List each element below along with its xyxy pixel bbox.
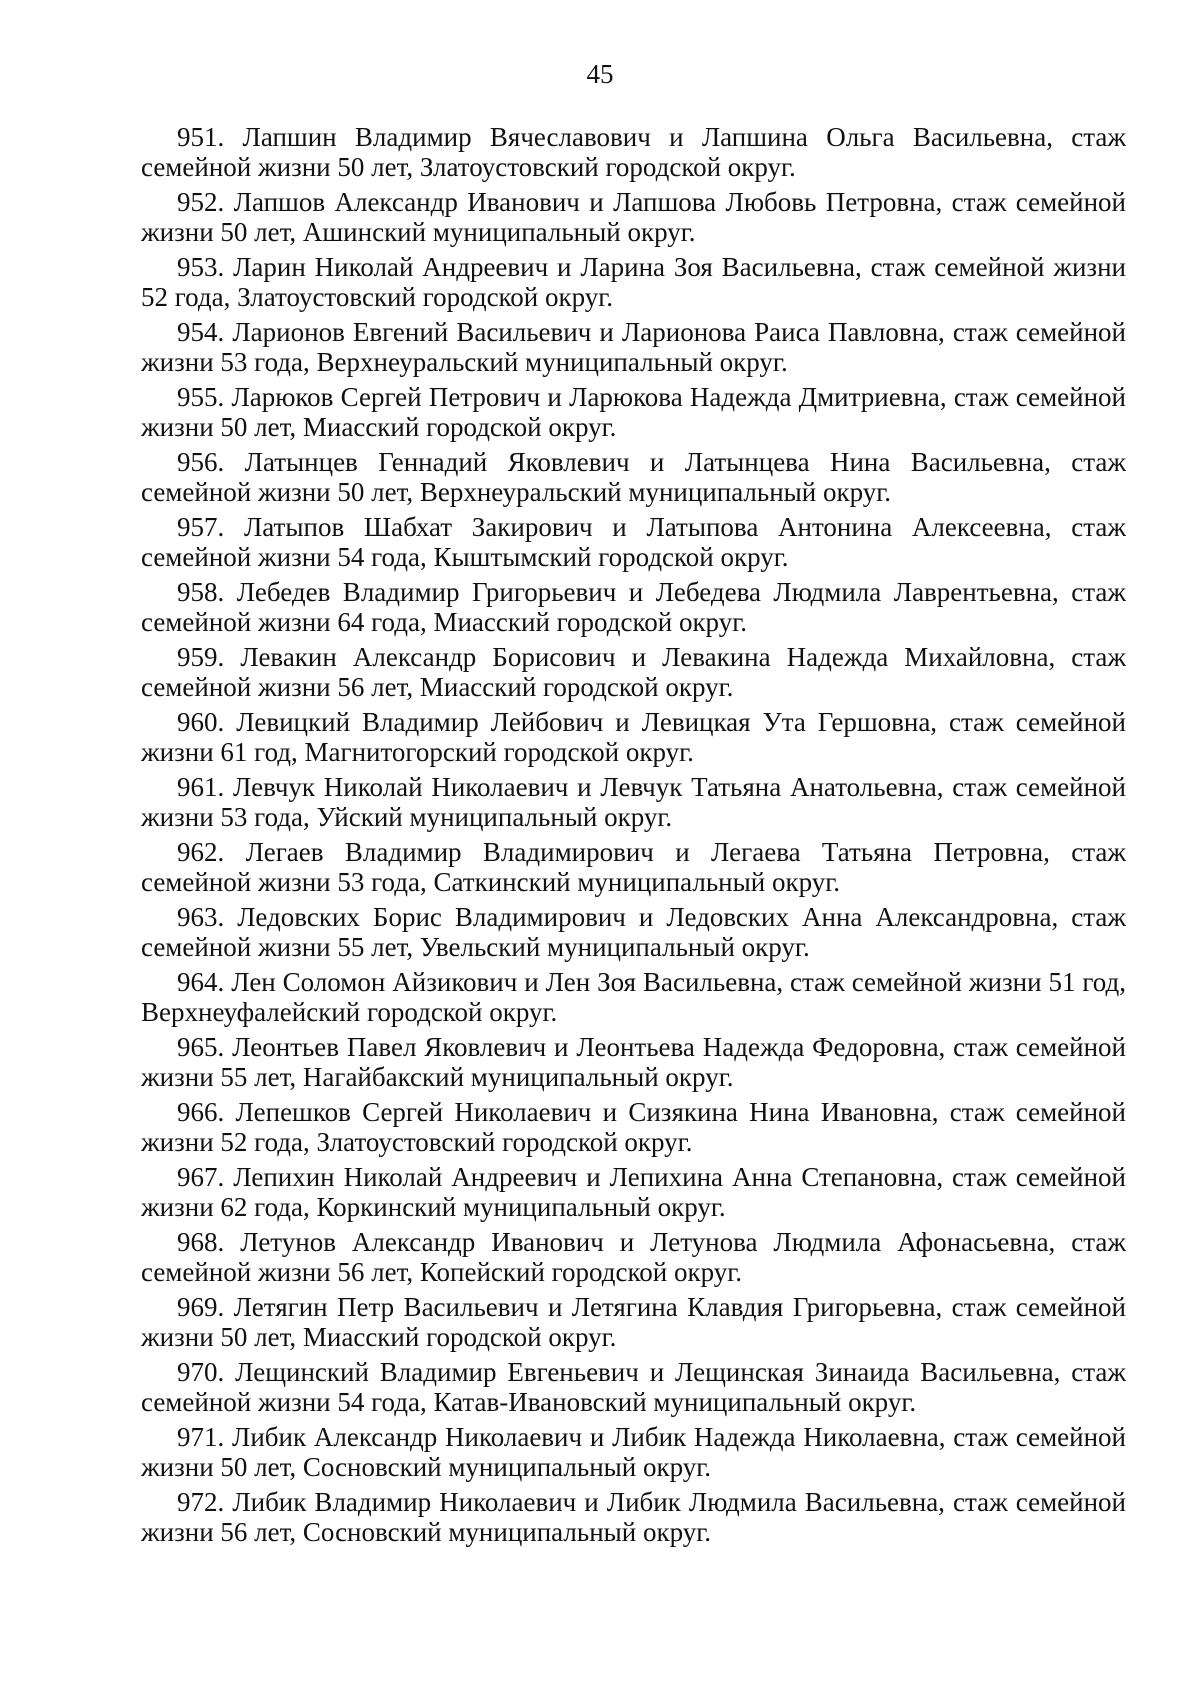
entry-number: 971. <box>177 1422 225 1452</box>
list-item <box>141 122 1126 187</box>
entry-number: 956. <box>177 447 225 477</box>
entry-text: Лен Соломон Айзикович и Лен Зоя Васильевна, стаж семейной жизни 51 год, Верхнеуфалейский городской округ. <box>141 967 1126 1027</box>
entry-number: 955. <box>177 382 225 412</box>
entry-text: Летунов Александр Иванович и Летунова Людмила Афонасьевна, стаж семейной жизни 56 лет, Копейский городской округ. <box>141 1227 1126 1287</box>
list-item <box>141 1097 1126 1162</box>
entry-number: 967. <box>177 1162 225 1192</box>
list-item <box>141 382 1126 447</box>
entry-number: 963. <box>177 902 225 932</box>
list-item <box>141 512 1126 577</box>
list-item <box>141 1357 1126 1422</box>
list-item <box>141 967 1126 1032</box>
list-item <box>141 1487 1126 1552</box>
list-item <box>141 187 1126 252</box>
list-item <box>141 317 1126 382</box>
entry-text: Лепихин Николай Андреевич и Лепихина Анна Степановна, стаж семейной жизни 62 года, Коркинский муниципальный округ. <box>141 1162 1126 1222</box>
entry-text: Легаев Владимир Владимирович и Легаева Татьяна Петровна, стаж семейной жизни 53 года, Саткинский муниципальный округ. <box>141 837 1126 897</box>
list-item <box>141 1162 1126 1227</box>
entry-number: 952. <box>177 187 225 217</box>
list-item <box>141 772 1126 837</box>
entry-text: Левчук Николай Николаевич и Левчук Татьяна Анатольевна, стаж семейной жизни 53 года, Уйский муниципальный округ. <box>141 772 1126 832</box>
entry-number: 968. <box>177 1227 225 1257</box>
entry-text: Лещинский Владимир Евгеньевич и Лещинская Зинаида Васильевна, стаж семейной жизни 54 года, Катав-Ивановский муниципальный округ. <box>141 1357 1126 1417</box>
list-item <box>141 707 1126 772</box>
list-item <box>141 1292 1126 1357</box>
entry-text: Лапшин Владимир Вячеславович и Лапшина Ольга Васильевна, стаж семейной жизни 50 лет, Златоустовский городской округ. <box>141 122 1126 182</box>
entry-number: 964. <box>177 967 225 997</box>
entry-text: Латыпов Шабхат Закирович и Латыпова Антонина Алексеевна, стаж семейной жизни 54 года, Кыштымский городской округ. <box>141 512 1126 572</box>
list-item <box>141 252 1126 317</box>
list-item <box>141 1032 1126 1097</box>
entry-number: 957. <box>177 512 225 542</box>
entry-text: Лепешков Сергей Николаевич и Сизякина Нина Ивановна, стаж семейной жизни 52 года, Златоустовский городской округ. <box>141 1097 1126 1157</box>
entry-text: Латынцев Геннадий Яковлевич и Латынцева Нина Васильевна, стаж семейной жизни 50 лет, Верхнеуральский муниципальный округ. <box>141 447 1126 507</box>
list-item <box>141 577 1126 642</box>
entry-text: Лапшов Александр Иванович и Лапшова Любовь Петровна, стаж семейной жизни 50 лет, Ашинский муниципальный округ. <box>141 187 1126 247</box>
entry-text: Леонтьев Павел Яковлевич и Леонтьева Надежда Федоровна, стаж семейной жизни 55 лет, Нагайбакский муниципальный округ. <box>141 1032 1126 1092</box>
entry-number: 970. <box>177 1357 225 1387</box>
entry-number: 961. <box>177 772 225 802</box>
entry-text: Ледовских Борис Владимирович и Ледовских Анна Александровна, стаж семейной жизни 55 лет, Увельский муниципальный округ. <box>141 902 1126 962</box>
entry-text: Левицкий Владимир Лейбович и Левицкая Ута Гершовна, стаж семейной жизни 61 год, Магнитогорский городской округ. <box>141 707 1126 767</box>
list-item <box>141 1227 1126 1292</box>
list-item <box>141 902 1126 967</box>
entry-number: 966. <box>177 1097 225 1127</box>
entry-list <box>141 122 1126 1552</box>
list-item <box>141 447 1126 512</box>
entry-text: Лебедев Владимир Григорьевич и Лебедева Людмила Лаврентьевна, стаж семейной жизни 64 года, Миасский городской округ. <box>141 577 1126 637</box>
entry-text: Ларин Николай Андреевич и Ларина Зоя Васильевна, стаж семейной жизни 52 года, Златоустовский городской округ. <box>141 252 1126 312</box>
list-item <box>141 1422 1126 1487</box>
page-number: 45 <box>586 59 614 89</box>
entry-number: 953. <box>177 252 225 282</box>
entry-number: 958. <box>177 577 225 607</box>
entry-number: 960. <box>177 707 225 737</box>
entry-text: Ларионов Евгений Васильевич и Ларионова Раиса Павловна, стаж семейной жизни 53 года, Верхнеуральский муниципальный округ. <box>141 317 1126 377</box>
list-item <box>141 837 1126 902</box>
entry-number: 962. <box>177 837 225 867</box>
entry-text: Ларюков Сергей Петрович и Ларюкова Надежда Дмитриевна, стаж семейной жизни 50 лет, Миасский городской округ. <box>141 382 1126 442</box>
entry-number: 972. <box>177 1487 225 1517</box>
list-item <box>141 642 1126 707</box>
entry-number: 954. <box>177 317 225 347</box>
entry-text: Летягин Петр Васильевич и Летягина Клавдия Григорьевна, стаж семейной жизни 50 лет, Миасский городской округ. <box>141 1292 1126 1352</box>
entry-number: 951. <box>177 122 225 152</box>
entry-number: 965. <box>177 1032 225 1062</box>
entry-text: Либик Александр Николаевич и Либик Надежда Николаевна, стаж семейной жизни 50 лет, Сосновский муниципальный округ. <box>141 1422 1126 1482</box>
entry-text: Левакин Александр Борисович и Левакина Надежда Михайловна, стаж семейной жизни 56 лет, Миасский городской округ. <box>141 642 1126 702</box>
entry-number: 969. <box>177 1292 225 1322</box>
entry-number: 959. <box>177 642 225 672</box>
entry-text: Либик Владимир Николаевич и Либик Людмила Васильевна, стаж семейной жизни 56 лет, Сосновский муниципальный округ. <box>141 1487 1126 1547</box>
